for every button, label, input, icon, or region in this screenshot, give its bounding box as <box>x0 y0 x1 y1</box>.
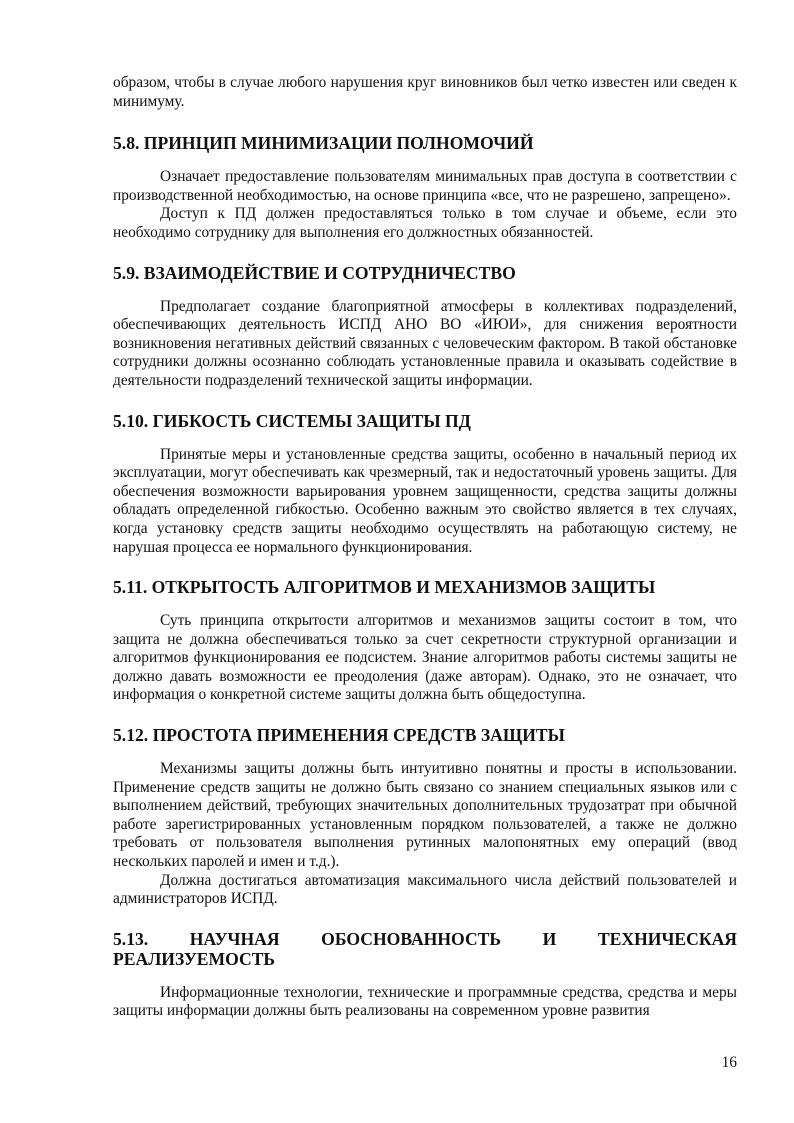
section-5-9 <box>113 263 737 391</box>
paragraph: Принятые меры и установленные средства защиты, особенно в начальный период их эксплуатации, могут обеспечивать как чрезмерный, так и недостаточный уровень защиты. Для обеспечения возможности варьирования уровнем защищенности, средства защиты должны обладать определенной гибкостью. Особенно важным это свойство является в тех случаях, когда установку средств защиты необходимо осуществлять на работающую систему, не нарушая процесса ее нормального функционирования. <box>113 445 737 556</box>
section-heading: 5.12. ПРОСТОТА ПРИМЕНЕНИЯ СРЕДСТВ ЗАЩИТЫ <box>113 725 565 746</box>
paragraph: Суть принципа открытости алгоритмов и механизмов защиты состоит в том, что защита не должна обеспечиваться только за счет секретности структурной организации и алгоритмов функционирования ее подсистем. Знание алгоритмов работы системы защиты не должно давать возможности ее преодоления (даже авторам). Однако, это не означает, что информация о конкретной системе защиты должна быть общедоступна. <box>113 612 737 704</box>
section-heading: 5.13. НАУЧНАЯ ОБОСНОВАННОСТЬ И ТЕХНИЧЕСКАЯ РЕАЛИЗУЕМОСТЬ <box>113 928 737 969</box>
section-5-13 <box>113 929 737 1021</box>
paragraph: Доступ к ПД должен предоставляться только в том случае и объеме, если это необходимо сотруднику для выполнения его должностных обязанностей. <box>113 205 737 241</box>
section-heading: 5.11. ОТКРЫТОСТЬ АЛГОРИТМОВ И МЕХАНИЗМОВ ЗАЩИТЫ <box>113 577 656 598</box>
section-heading: 5.9. ВЗАИМОДЕЙСТВИЕ И СОТРУДНИЧЕСТВО <box>113 262 516 283</box>
paragraph: Информационные технологии, технические и программные средства, средства и меры защиты информации должны быть реализованы на современном уровне развития <box>113 983 737 1020</box>
paragraph: Механизмы защиты должны быть интуитивно понятны и просты в использовании. Применение средств защиты не должно быть связано со знанием специальных языков или с выполнением действий, требующих значительных дополнительных трудозатрат при обычной работе зарегистрированных установленным порядком пользователей, а также не должно требовать от пользователя выполнения рутинных малопонятных ему операций (ввод нескольких паролей и имен и т.д.). <box>113 760 737 871</box>
document-page <box>113 74 737 1021</box>
paragraph: Предполагает создание благоприятной атмосферы в коллективах подразделений, обеспечивающих деятельность ИСПД АНО ВО «ИЮИ», для снижения вероятности возникновения негативных действий связанных с человеческим фактором. В такой обстановке сотрудники должны осознанно соблюдать установленные правила и оказывать содействие в деятельности подразделений технической защиты информации. <box>113 297 737 389</box>
section-5-11 <box>113 577 737 705</box>
section-heading: 5.8. ПРИНЦИП МИНИМИЗАЦИИ ПОЛНОМОЧИЙ <box>113 133 534 154</box>
paragraph: Означает предоставление пользователям минимальных прав доступа в соответствии с производственной необходимостью, на основе принципа «все, что не разрешено, запрещено». <box>113 168 737 204</box>
section-5-8 <box>113 133 737 242</box>
section-heading: 5.10. ГИБКОСТЬ СИСТЕМЫ ЗАЩИТЫ ПД <box>113 410 471 431</box>
intro-paragraph: образом, чтобы в случае любого нарушения круг виновников был четко известен или сведен к минимуму. <box>113 74 737 110</box>
page-number: 16 <box>721 1054 737 1071</box>
section-5-10 <box>113 411 737 558</box>
section-5-12 <box>113 725 737 909</box>
paragraph: Должна достигаться автоматизация максимального числа действий пользователей и администраторов ИСПД. <box>113 871 737 908</box>
